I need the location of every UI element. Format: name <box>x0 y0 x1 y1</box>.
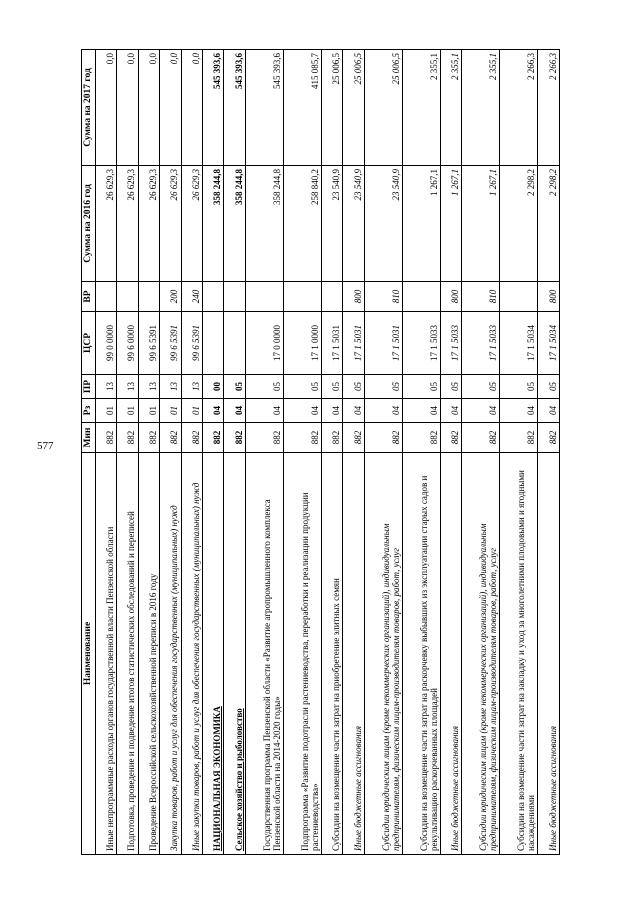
cell-min: 882 <box>283 423 321 453</box>
cell-name: Иные закупки товаров, работ и услуг для обеспечения государственных (муниципальных) нужд <box>181 453 202 855</box>
header-sum-2017: Сумма на 2017 год <box>82 50 96 166</box>
cell-pr: 05 <box>224 375 245 399</box>
cell-vr <box>117 282 138 312</box>
cell-name: Иные бюджетные ассигнования <box>538 453 560 855</box>
cell-rz: 04 <box>321 399 342 423</box>
cell-name: Субсидии на возмещение части затрат на закладку и уход за многолетними плодовыми и ягодными насаждениями <box>500 453 538 855</box>
cell-vr: 200 <box>160 282 181 312</box>
cell-pr: 05 <box>283 375 321 399</box>
cell-rz: 04 <box>440 399 461 423</box>
header-rz: Рз <box>82 399 96 423</box>
cell-min: 882 <box>138 423 159 453</box>
cell-min: 882 <box>321 423 342 453</box>
cell-rz: 04 <box>283 399 321 423</box>
cell-pr: 00 <box>202 375 223 399</box>
budget-table-container <box>81 50 560 855</box>
cell-csr: 17 1 5034 <box>500 312 538 375</box>
cell-min: 882 <box>440 423 461 453</box>
cell-min: 882 <box>202 423 223 453</box>
cell-vr <box>224 282 245 312</box>
cell-pr: 05 <box>440 375 461 399</box>
table-body <box>95 50 559 855</box>
cell-rz: 04 <box>538 399 560 423</box>
header-min: Мин <box>82 423 96 453</box>
cell-sum-2017: 25 006,5 <box>321 50 342 166</box>
cell-vr <box>283 282 321 312</box>
cell-vr <box>202 282 223 312</box>
table-row <box>462 50 500 855</box>
table-row <box>117 50 138 855</box>
header-csr: ЦСР <box>82 312 96 375</box>
cell-vr: 810 <box>462 282 500 312</box>
cell-name: Иные бюджетные ассигнования <box>440 453 461 855</box>
cell-min: 882 <box>245 423 283 453</box>
cell-sum-2016: 26 629,3 <box>160 166 181 282</box>
cell-sum-2017: 25 006,5 <box>343 50 364 166</box>
table-header-row <box>82 50 96 855</box>
cell-sum-2016: 26 629,3 <box>138 166 159 282</box>
cell-vr <box>245 282 283 312</box>
cell-name: Иные непрограммные расходы органов государственной власти Пензенской области <box>95 453 116 855</box>
cell-csr: 17 1 5031 <box>321 312 342 375</box>
cell-name: Подпрограмма «Развитие подотрасли растениеводства, переработки и реализации продукции растениеводства» <box>283 453 321 855</box>
cell-sum-2017: 545 393,6 <box>224 50 245 166</box>
cell-sum-2016: 2 298,2 <box>500 166 538 282</box>
page-number: 577 <box>37 440 54 452</box>
cell-vr: 810 <box>364 282 402 312</box>
table-row <box>95 50 116 855</box>
cell-vr: 800 <box>343 282 364 312</box>
cell-sum-2017: 415 085,7 <box>283 50 321 166</box>
cell-min: 882 <box>181 423 202 453</box>
cell-csr: 99 6 5391 <box>160 312 181 375</box>
table-row <box>321 50 342 855</box>
cell-csr: 17 1 0000 <box>283 312 321 375</box>
cell-rz: 04 <box>224 399 245 423</box>
cell-sum-2016: 1 267,1 <box>462 166 500 282</box>
table-row <box>138 50 159 855</box>
cell-pr: 13 <box>95 375 116 399</box>
cell-csr: 99 6 5391 <box>181 312 202 375</box>
cell-csr: 99 6 0000 <box>117 312 138 375</box>
cell-sum-2017: 0,0 <box>181 50 202 166</box>
cell-sum-2016: 358 244,8 <box>202 166 223 282</box>
cell-rz: 01 <box>181 399 202 423</box>
cell-rz: 04 <box>343 399 364 423</box>
cell-name: Иные бюджетные ассигнования <box>343 453 364 855</box>
cell-csr: 17 0 0000 <box>245 312 283 375</box>
cell-rz: 01 <box>95 399 116 423</box>
table-row <box>538 50 560 855</box>
cell-rz: 04 <box>364 399 402 423</box>
cell-sum-2017: 545 393,6 <box>202 50 223 166</box>
cell-sum-2017: 0,0 <box>95 50 116 166</box>
cell-sum-2017: 2 355,1 <box>462 50 500 166</box>
cell-pr: 05 <box>500 375 538 399</box>
cell-sum-2016: 26 629,3 <box>117 166 138 282</box>
cell-pr: 05 <box>343 375 364 399</box>
cell-min: 882 <box>364 423 402 453</box>
cell-name: Субсидии на возмещение части затрат на приобретение элитных семян <box>321 453 342 855</box>
cell-vr: 240 <box>181 282 202 312</box>
cell-min: 882 <box>224 423 245 453</box>
cell-min: 882 <box>538 423 560 453</box>
cell-sum-2017: 2 355,1 <box>402 50 440 166</box>
cell-name: Закупка товаров, работ и услуг для обеспечения государственных (муниципальных) нужд <box>160 453 181 855</box>
cell-csr: 17 1 5031 <box>364 312 402 375</box>
cell-min: 882 <box>343 423 364 453</box>
cell-vr <box>138 282 159 312</box>
table-row <box>224 50 245 855</box>
cell-sum-2016: 23 540,9 <box>343 166 364 282</box>
table-row <box>283 50 321 855</box>
table-row <box>202 50 223 855</box>
cell-vr <box>402 282 440 312</box>
cell-name: НАЦИОНАЛЬНАЯ ЭКОНОМИКА <box>202 453 223 855</box>
cell-csr <box>224 312 245 375</box>
cell-pr: 05 <box>402 375 440 399</box>
cell-sum-2016: 1 267,1 <box>440 166 461 282</box>
cell-rz: 01 <box>138 399 159 423</box>
cell-sum-2017: 545 393,6 <box>245 50 283 166</box>
cell-sum-2016: 1 267,1 <box>402 166 440 282</box>
table-row <box>440 50 461 855</box>
cell-pr: 13 <box>117 375 138 399</box>
table-row <box>402 50 440 855</box>
cell-vr <box>95 282 116 312</box>
cell-sum-2017: 0,0 <box>117 50 138 166</box>
cell-rz: 04 <box>245 399 283 423</box>
cell-csr: 99 6 5391 <box>138 312 159 375</box>
cell-csr: 17 1 5033 <box>462 312 500 375</box>
cell-name: Подготовка, проведение и подведение итогов статистических обследований и переписей <box>117 453 138 855</box>
table-row <box>160 50 181 855</box>
cell-min: 882 <box>402 423 440 453</box>
cell-min: 882 <box>160 423 181 453</box>
cell-name: Сельское хозяйство и рыболовство <box>224 453 245 855</box>
cell-sum-2017: 0,0 <box>160 50 181 166</box>
cell-min: 882 <box>462 423 500 453</box>
cell-name: Проведение Всероссийской сельскохозяйственной переписи в 2016 году <box>138 453 159 855</box>
cell-sum-2017: 2 266,3 <box>538 50 560 166</box>
table-row <box>181 50 202 855</box>
table-row <box>343 50 364 855</box>
cell-pr: 05 <box>462 375 500 399</box>
cell-rz: 01 <box>160 399 181 423</box>
cell-min: 882 <box>500 423 538 453</box>
cell-csr: 17 1 5033 <box>402 312 440 375</box>
cell-min: 882 <box>95 423 116 453</box>
cell-sum-2016: 258 840,2 <box>283 166 321 282</box>
cell-name: Субсидии юридическим лицам (кроме некоммерческих организаций), индивидуальным предпринимателям, физическим лицам-производителям товаров, работ, услуг <box>462 453 500 855</box>
header-pr: ПР <box>82 375 96 399</box>
cell-name: Государственная программа Пензенской области «Развитие агропромышленного комплекса Пензенской области на 2014-2020 годы» <box>245 453 283 855</box>
budget-table <box>81 49 560 855</box>
cell-name: Субсидии юридическим лицам (кроме некоммерческих организаций), индивидуальным предпринимателям, физическим лицам-производителям товаров, работ, услуг <box>364 453 402 855</box>
table-row <box>245 50 283 855</box>
cell-csr: 17 1 5031 <box>343 312 364 375</box>
cell-pr: 13 <box>181 375 202 399</box>
cell-sum-2017: 25 006,5 <box>364 50 402 166</box>
cell-rz: 04 <box>202 399 223 423</box>
header-sum-2016: Сумма на 2016 год <box>82 166 96 282</box>
cell-sum-2016: 26 629,3 <box>95 166 116 282</box>
cell-rz: 04 <box>500 399 538 423</box>
cell-sum-2016: 2 298,2 <box>538 166 560 282</box>
cell-rz: 01 <box>117 399 138 423</box>
cell-rz: 04 <box>402 399 440 423</box>
cell-pr: 05 <box>321 375 342 399</box>
cell-sum-2016: 23 540,9 <box>364 166 402 282</box>
cell-csr: 17 1 5034 <box>538 312 560 375</box>
cell-pr: 13 <box>138 375 159 399</box>
cell-vr: 800 <box>538 282 560 312</box>
cell-pr: 05 <box>538 375 560 399</box>
cell-rz: 04 <box>462 399 500 423</box>
cell-sum-2016: 358 244,8 <box>224 166 245 282</box>
cell-sum-2017: 2 266,3 <box>500 50 538 166</box>
header-vr: ВР <box>82 282 96 312</box>
table-row <box>364 50 402 855</box>
header-name: Наименование <box>82 453 96 855</box>
cell-vr <box>500 282 538 312</box>
cell-sum-2016: 23 540,9 <box>321 166 342 282</box>
cell-csr <box>202 312 223 375</box>
cell-vr: 800 <box>440 282 461 312</box>
cell-sum-2017: 2 355,1 <box>440 50 461 166</box>
cell-name: Субсидии на возмещение части затрат на раскорчевку выбывших из эксплуатации старых садов и рекультивацию раскорчеванных площадей <box>402 453 440 855</box>
cell-csr: 17 1 5033 <box>440 312 461 375</box>
table-row <box>500 50 538 855</box>
cell-pr: 05 <box>245 375 283 399</box>
cell-sum-2017: 0,0 <box>138 50 159 166</box>
cell-csr: 99 0 0000 <box>95 312 116 375</box>
cell-sum-2016: 358 244,8 <box>245 166 283 282</box>
cell-sum-2016: 26 629,3 <box>181 166 202 282</box>
cell-vr <box>321 282 342 312</box>
cell-pr: 05 <box>364 375 402 399</box>
cell-pr: 13 <box>160 375 181 399</box>
cell-min: 882 <box>117 423 138 453</box>
